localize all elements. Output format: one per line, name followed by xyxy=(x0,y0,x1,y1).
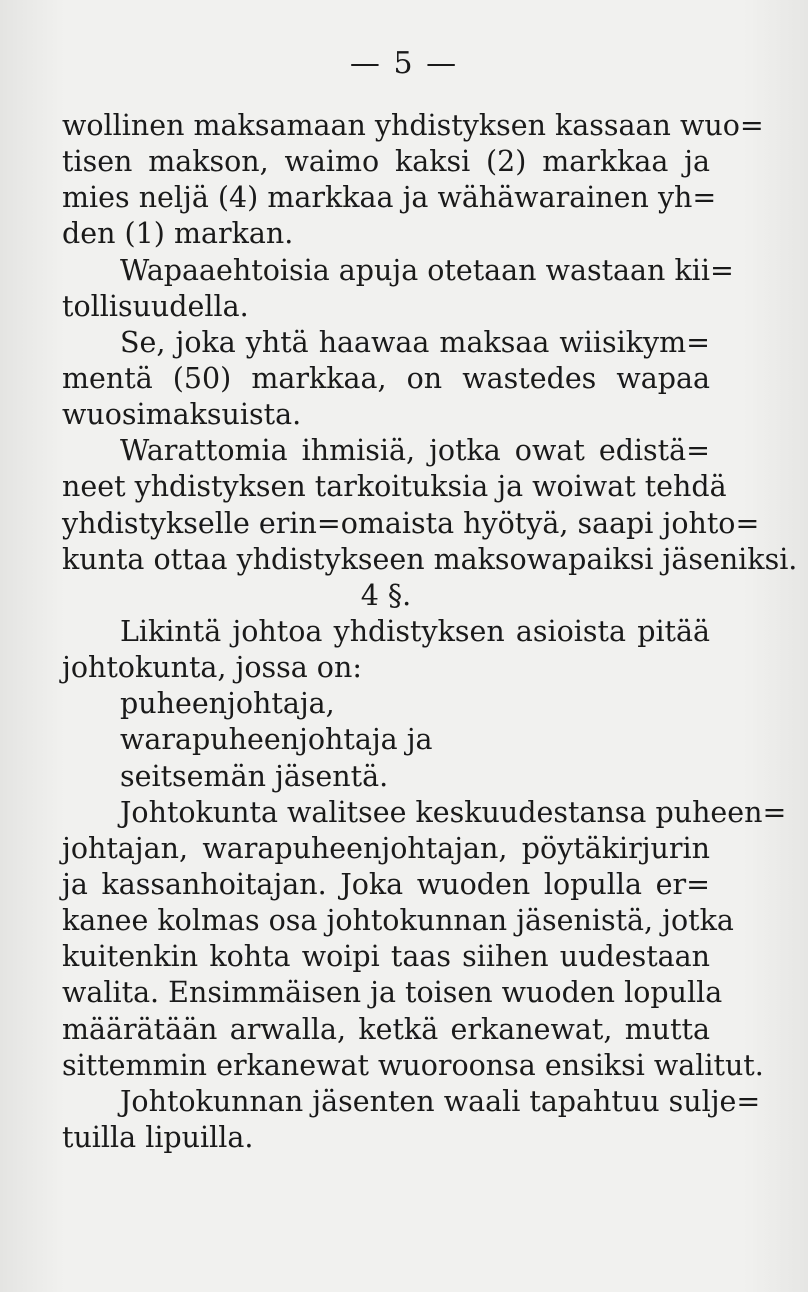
section-heading: 4 §. xyxy=(360,578,412,612)
text-line: walita. Ensimmäisen ja toisen wuoden lopulla xyxy=(62,976,723,1010)
text-line: Likintä johtoa yhdistyksen asioista pitää xyxy=(120,614,710,648)
text-line: Wapaaehtoisia apuja otetaan wastaan kii= xyxy=(120,253,734,287)
text-line: määrätään arwalla, ketkä erkanewat, mutta xyxy=(62,1012,710,1046)
text-line: warapuheenjohtaja ja xyxy=(120,723,433,757)
text-line: kuitenkin kohta woipi taas siihen uudestaan xyxy=(62,940,710,974)
text-line: tuilla lipuilla. xyxy=(62,1120,254,1154)
text-line: neet yhdistyksen tarkoituksia ja woiwat tehdä xyxy=(62,470,727,504)
text-line: johtokunta, jossa on: xyxy=(62,651,362,685)
text-line: Warattomia ihmisiä, jotka owat edistä= xyxy=(120,434,710,468)
text-line: puheenjohtaja, xyxy=(120,687,335,721)
text-line: den (1) markan. xyxy=(62,217,294,251)
text-line: kanee kolmas osa johtokunnan jäsenistä, jotka xyxy=(62,904,734,938)
text-line: Se, joka yhtä haawaa maksaa wiisikym= xyxy=(120,325,710,359)
text-line: wuosimaksuista. xyxy=(62,398,302,432)
text-line: seitsemän jäsentä. xyxy=(120,759,389,793)
text-line: wollinen maksamaan yhdistyksen kassaan wuo= xyxy=(62,109,764,142)
page-number: — 5 — xyxy=(349,46,459,81)
body-text xyxy=(62,108,798,1156)
text-line: Johtokunnan jäsenten waali tapahtuu sulje= xyxy=(120,1084,761,1118)
text-line: mentä (50) markkaa, on wastedes wapaa xyxy=(62,361,710,395)
text-line: johtajan, warapuheenjohtajan, pöytäkirjurin xyxy=(62,831,710,865)
text-line: sittemmin erkanewat wuoroonsa ensiksi walitut. xyxy=(62,1048,764,1082)
text-line: ja kassanhoitajan. Joka wuoden lopulla er= xyxy=(62,867,710,901)
text-line: kunta ottaa yhdistykseen maksowapaiksi jäseniksi. xyxy=(62,542,798,576)
text-line: yhdistykselle erin=omaista hyötyä, saapi johto= xyxy=(62,506,760,540)
text-line: tisen makson, waimo kaksi (2) markkaa ja xyxy=(62,145,710,179)
text-line: Johtokunta walitsee keskuudestansa puheen= xyxy=(120,795,787,829)
text-line: tollisuudella. xyxy=(62,289,249,323)
text-line: mies neljä (4) markkaa ja wähäwarainen yh= xyxy=(62,181,717,215)
